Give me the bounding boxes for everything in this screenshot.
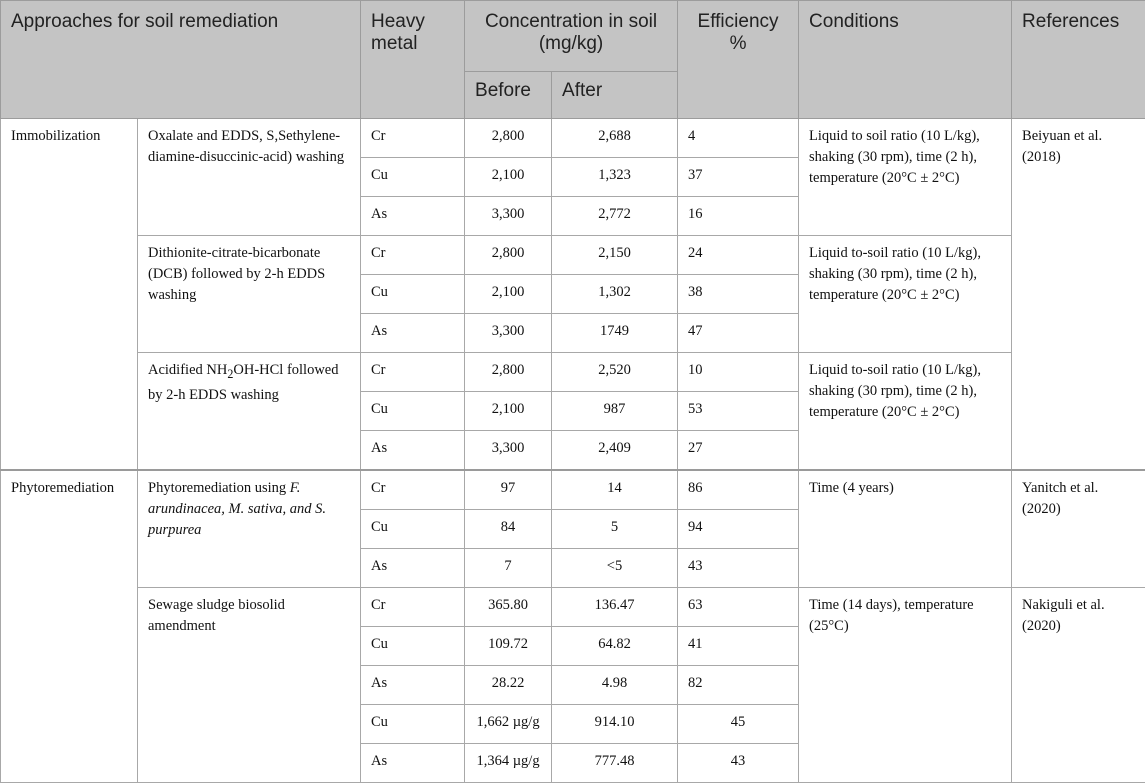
before-cell: 3,300: [465, 431, 552, 471]
method-name-species: F. arundinacea, M. sativa, and S. purpurea: [148, 480, 326, 538]
conditions-cell: Liquid to-soil ratio (10 L/kg), shaking (30 rpm), time (2 h), temperature (20°C ± 2°C): [799, 236, 1012, 353]
metal-cell: Cu: [361, 510, 465, 549]
method-cell: Oxalate and EDDS, S,Sethylene-diamine-disuccinic-acid) washing: [138, 119, 361, 236]
efficiency-cell: 27: [678, 431, 799, 471]
before-cell: 2,100: [465, 158, 552, 197]
metal-cell: As: [361, 666, 465, 705]
method-name-post: OH-HCl followed by 2-h EDDS washing: [148, 362, 339, 403]
method-name-pre: Phytoremediation using: [148, 480, 290, 496]
header-after: After: [552, 72, 678, 119]
after-cell: 914.10: [552, 705, 678, 744]
after-cell: 5: [552, 510, 678, 549]
method-cell: [138, 353, 361, 471]
metal-cell: Cu: [361, 275, 465, 314]
efficiency-cell: 43: [678, 549, 799, 588]
category-cell: Immobilization: [1, 119, 138, 471]
after-cell: 777.48: [552, 744, 678, 783]
before-cell: 365.80: [465, 588, 552, 627]
before-cell: 97: [465, 470, 552, 510]
efficiency-cell: 41: [678, 627, 799, 666]
metal-cell: As: [361, 549, 465, 588]
after-cell: 2,688: [552, 119, 678, 158]
efficiency-cell: 38: [678, 275, 799, 314]
header-approaches: Approaches for soil remediation: [1, 1, 361, 119]
after-cell: 1,323: [552, 158, 678, 197]
before-cell: 84: [465, 510, 552, 549]
before-cell: 1,662 µg/g: [465, 705, 552, 744]
before-cell: 2,800: [465, 119, 552, 158]
table-row: [1, 588, 1145, 627]
before-cell: 1,364 µg/g: [465, 744, 552, 783]
efficiency-cell: 47: [678, 314, 799, 353]
header-conditions: Conditions: [799, 1, 1012, 119]
after-cell: 987: [552, 392, 678, 431]
before-cell: 109.72: [465, 627, 552, 666]
table-row: [1, 236, 1145, 275]
efficiency-cell: 63: [678, 588, 799, 627]
reference-cell: Nakiguli et al. (2020): [1012, 588, 1145, 783]
after-cell: <5: [552, 549, 678, 588]
table-row: [1, 353, 1145, 392]
metal-cell: As: [361, 431, 465, 471]
before-cell: 2,800: [465, 236, 552, 275]
efficiency-cell: 53: [678, 392, 799, 431]
subscript-2: 2: [227, 367, 233, 381]
after-cell: 64.82: [552, 627, 678, 666]
conditions-cell: Liquid to soil ratio (10 L/kg), shaking (30 rpm), time (2 h), temperature (20°C ± 2°C): [799, 119, 1012, 236]
header-efficiency: Efficiency %: [678, 1, 799, 119]
header-before: Before: [465, 72, 552, 119]
metal-cell: As: [361, 314, 465, 353]
after-cell: 2,520: [552, 353, 678, 392]
before-cell: 7: [465, 549, 552, 588]
category-cell: Phytoremediation: [1, 470, 138, 783]
efficiency-cell: 43: [678, 744, 799, 783]
efficiency-cell: 82: [678, 666, 799, 705]
metal-cell: Cr: [361, 470, 465, 510]
metal-cell: Cr: [361, 236, 465, 275]
before-cell: 2,100: [465, 392, 552, 431]
before-cell: 2,100: [465, 275, 552, 314]
header-references: References: [1012, 1, 1145, 119]
before-cell: 2,800: [465, 353, 552, 392]
method-cell: Sewage sludge biosolid amendment: [138, 588, 361, 783]
efficiency-cell: 37: [678, 158, 799, 197]
before-cell: 28.22: [465, 666, 552, 705]
metal-cell: Cr: [361, 119, 465, 158]
after-cell: 2,409: [552, 431, 678, 471]
metal-cell: As: [361, 197, 465, 236]
metal-cell: Cu: [361, 158, 465, 197]
efficiency-cell: 45: [678, 705, 799, 744]
method-cell: [138, 470, 361, 588]
metal-cell: Cr: [361, 588, 465, 627]
after-cell: 1749: [552, 314, 678, 353]
efficiency-cell: 4: [678, 119, 799, 158]
conditions-cell: Time (4 years): [799, 470, 1012, 588]
before-cell: 3,300: [465, 197, 552, 236]
metal-cell: Cr: [361, 353, 465, 392]
after-cell: 2,772: [552, 197, 678, 236]
metal-cell: As: [361, 744, 465, 783]
method-name-pre: Acidified NH: [148, 362, 227, 378]
conditions-cell: Liquid to-soil ratio (10 L/kg), shaking (30 rpm), time (2 h), temperature (20°C ± 2°C): [799, 353, 1012, 471]
header-concentration: Concentration in soil (mg/kg): [465, 1, 678, 72]
header-heavy-metal: Heavy metal: [361, 1, 465, 119]
efficiency-cell: 16: [678, 197, 799, 236]
after-cell: 14: [552, 470, 678, 510]
before-cell: 3,300: [465, 314, 552, 353]
after-cell: 136.47: [552, 588, 678, 627]
after-cell: 1,302: [552, 275, 678, 314]
table-row: [1, 470, 1145, 510]
metal-cell: Cu: [361, 392, 465, 431]
reference-cell: Yanitch et al. (2020): [1012, 470, 1145, 588]
efficiency-cell: 86: [678, 470, 799, 510]
after-cell: 4.98: [552, 666, 678, 705]
efficiency-cell: 10: [678, 353, 799, 392]
after-cell: 2,150: [552, 236, 678, 275]
method-cell: Dithionite-citrate-bicarbonate (DCB) followed by 2-h EDDS washing: [138, 236, 361, 353]
table-row: [1, 119, 1145, 158]
metal-cell: Cu: [361, 705, 465, 744]
metal-cell: Cu: [361, 627, 465, 666]
efficiency-cell: 94: [678, 510, 799, 549]
reference-cell: Beiyuan et al. (2018): [1012, 119, 1145, 471]
conditions-cell: Time (14 days), temperature (25°C): [799, 588, 1012, 783]
efficiency-cell: 24: [678, 236, 799, 275]
